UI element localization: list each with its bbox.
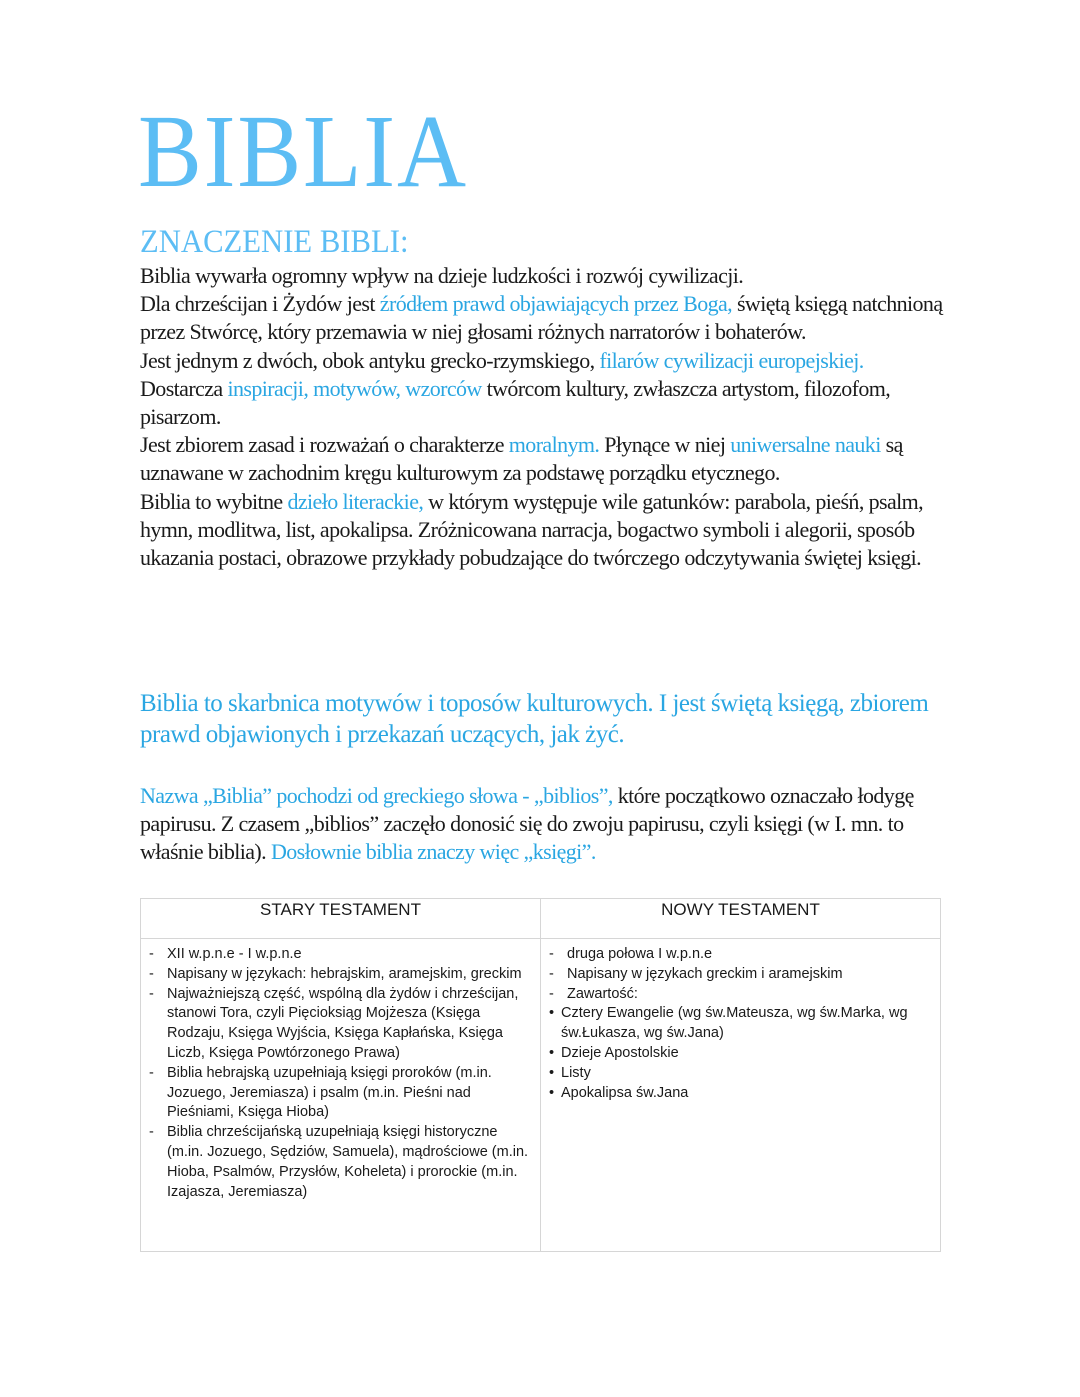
dash-icon: - <box>149 1064 154 1081</box>
list-item <box>547 1004 934 1044</box>
text-segment: twórcom kultury, zwłaszcza artystom, filozofom, pisarzom. <box>140 375 891 430</box>
paragraph <box>140 290 950 346</box>
list-item <box>147 945 534 965</box>
list-item-text: XII w.p.n.e - I w.p.n.e <box>167 946 302 962</box>
paragraph <box>140 488 950 573</box>
text-segment: są uznawane w zachodnim kręgu kulturowym za podstawę porządku etycznego. <box>140 432 903 486</box>
dash-icon: - <box>549 946 554 962</box>
bullet-icon: • <box>549 1084 555 1101</box>
list-item <box>547 1064 934 1084</box>
highlighted-text: dzieło literackie, <box>287 488 424 514</box>
dash-icon: - <box>149 965 154 982</box>
list-item-text: Biblia hebrajską uzupełniają księgi proroków (m.in. Jozuego, Jeremiasza) i psalm (m.in. Pieśni nad Pieśniami, Księga Hioba) <box>167 1064 492 1121</box>
paragraph <box>140 431 950 487</box>
text-segment: Biblia wywarła ogromny wpływ na dzieje ludzkości i rozwój cywilizacji. <box>140 263 744 288</box>
dash-icon: - <box>149 946 154 962</box>
section-heading: ZNACZENIE BIBLI: <box>140 224 409 260</box>
highlighted-text: uniwersalne nauki <box>730 432 881 458</box>
header-old-testament: STARY TESTAMENT <box>141 899 541 939</box>
body-text <box>140 262 950 572</box>
dash-icon: - <box>149 985 154 1002</box>
text-segment: Jest jednym z dwóch, obok antyku grecko-rzymskiego, <box>140 347 600 373</box>
bullet-icon: • <box>549 1064 555 1081</box>
paragraph <box>140 347 950 432</box>
list-item-text: Najważniejszą część, wspólną dla żydów i chrześcijan, stanowi Tora, czyli Pięcioksiąg Mojżesza (Księga Rodzaju, Księga Wyjścia, Księga Kapłańska, Księga Liczb, Księga Powtórzonego Prawa) <box>167 985 519 1061</box>
highlighted-text: filarów cywilizacji europejskiej. <box>599 347 864 373</box>
list-item-text: Cztery Ewangelie (wg św.Mateusza, wg św.Marka, wg św.Łukasza, wg św.Jana) <box>561 1005 908 1042</box>
list-item <box>147 965 534 985</box>
list-item <box>147 985 534 1064</box>
list-item <box>547 985 934 1005</box>
text-segment: Dla chrześcijan i Żydów jest <box>140 291 380 317</box>
dash-icon: - <box>549 965 554 982</box>
old-testament-cell <box>141 939 541 1252</box>
text-segment: Biblia to wybitne <box>140 488 288 514</box>
testament-table <box>140 898 941 1252</box>
highlighted-text: Dosłownie biblia znaczy więc „księgi”. <box>270 839 596 865</box>
text-segment: Płynące w niej <box>599 432 731 458</box>
list-item-text: druga połowa I w.p.n.e <box>567 946 713 962</box>
highlight-quote: Biblia to skarbnica motywów i toposów kulturowych. I jest świętą księgą, zbiorem prawd objawionych i przekazań uczących, jak żyć. <box>140 690 929 748</box>
list-item <box>547 1044 934 1064</box>
paragraph <box>140 262 950 290</box>
dash-icon: - <box>149 1124 154 1141</box>
list-item <box>547 945 934 965</box>
highlighted-text: Nazwa „Biblia” pochodzi od greckiego słowa - „biblios”, <box>140 783 613 808</box>
list-item-text: Napisany w językach: hebrajskim, aramejskim, greckim <box>167 965 522 982</box>
highlighted-text: moralnym. <box>508 432 600 458</box>
text-segment: które początkowo oznaczało łodygę papirusu. Z czasem „biblios” zaczęło donosić się do zwoju papirusu, czyli księgi (w I. mn. to właśnie biblia). <box>140 783 914 865</box>
bullet-icon: • <box>549 1005 555 1022</box>
list-item-text: Dzieje Apostolskie <box>561 1044 679 1061</box>
text-segment: Jest zbiorem zasad i rozważań o charakterze <box>140 432 509 458</box>
list-item <box>547 1084 934 1104</box>
header-new-testament: NOWY TESTAMENT <box>541 899 941 939</box>
list-item-text: Biblia chrześcijańską uzupełniają księgi historyczne (m.in. Jozuego, Sędziów, Samuela), mądrościowe (m.in. Hioba, Psalmów, Przysłów, Koheleta) i prorockie (m.in. Izajasza, Jeremiasza) <box>167 1124 529 1200</box>
list-item <box>547 965 934 985</box>
new-testament-cell <box>541 939 941 1252</box>
text-segment: Dostarcza <box>140 375 228 401</box>
list-item-text: Apokalipsa św.Jana <box>561 1084 689 1101</box>
highlighted-text: inspiracji, motywów, wzorców <box>227 375 482 401</box>
list-item <box>147 1064 534 1123</box>
list-item-text: Zawartość: <box>567 985 638 1002</box>
name-origin-paragraph <box>140 782 940 867</box>
page-title: BIBLIA <box>138 94 468 209</box>
text-segment: w którym występuje wile gatunków: parabola, pieśń, psalm, hymn, modlitwa, list, apokalipsa. Zróżnicowana narracja, bogactwo symboli i alegorii, sposób ukazania postaci, obrazowe przykłady pobudzające do twórczego odczytywania świętej księgi. <box>140 488 924 571</box>
list-item-text: Listy <box>561 1064 591 1081</box>
bullet-icon: • <box>549 1044 555 1061</box>
highlighted-text: źródłem prawd objawiających przez Boga, <box>379 291 733 317</box>
text-segment: świętą księgą natchnioną przez Stwórcę, który przemawia w niej głosami różnych narratorów i bohaterów. <box>140 291 943 345</box>
list-item-text: Napisany w językach greckim i aramejskim <box>567 965 843 982</box>
list-item <box>147 1123 534 1202</box>
dash-icon: - <box>549 985 554 1002</box>
